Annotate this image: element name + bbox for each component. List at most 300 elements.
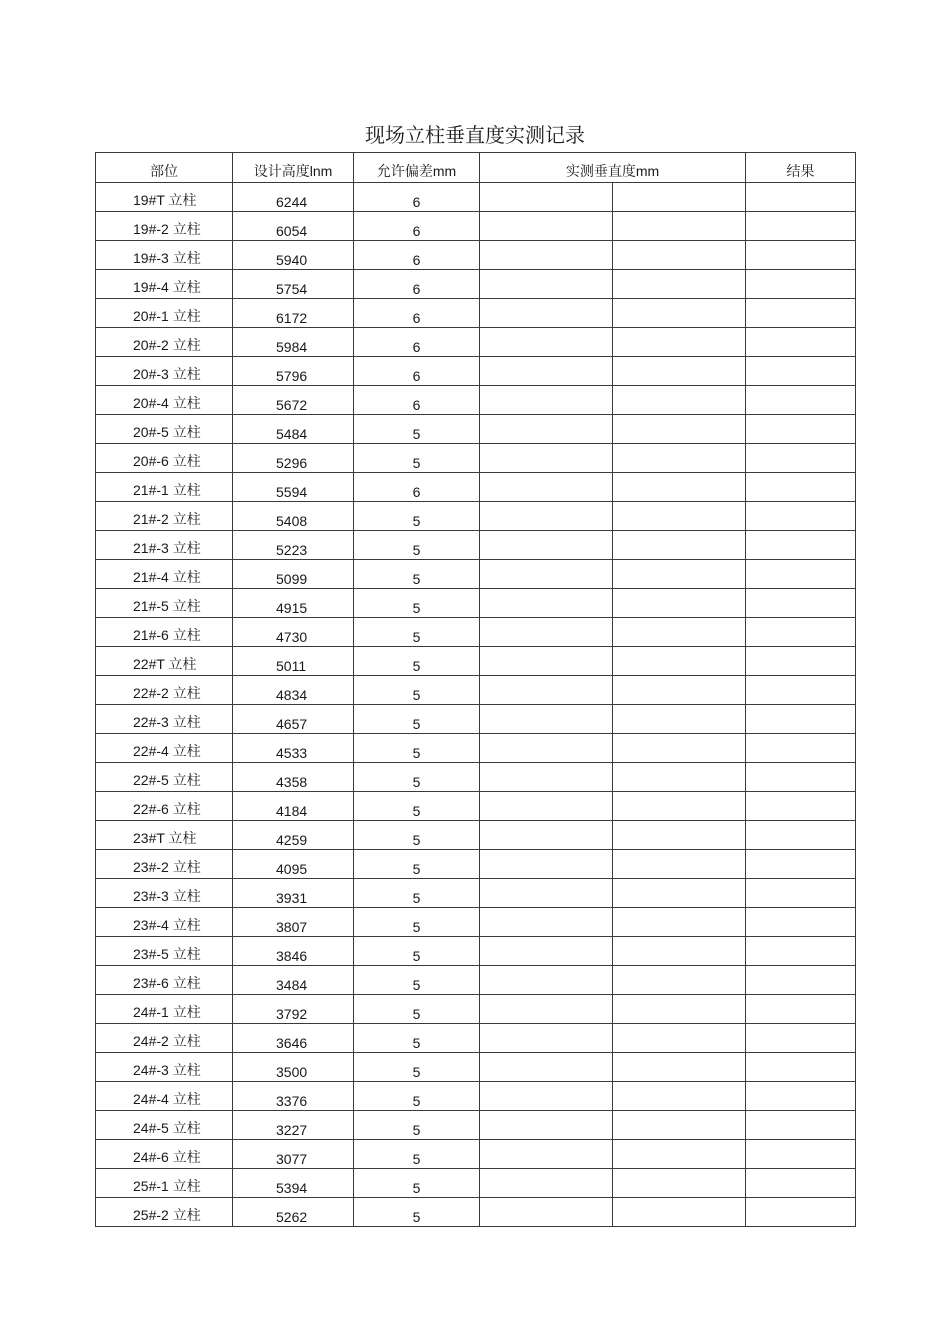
- cell-result: [746, 966, 856, 995]
- cell-part-text: 22#T 立柱: [133, 656, 197, 672]
- cell-measured-1: [480, 1082, 613, 1111]
- cell-design-height-text: 3376: [276, 1093, 308, 1109]
- header-tolerance: 允许偏差mm: [354, 153, 480, 183]
- cell-tolerance: [354, 734, 480, 763]
- cell-design-height-text: 3077: [276, 1151, 308, 1167]
- table-row: [96, 183, 856, 212]
- cell-tolerance-text: 5: [412, 1035, 421, 1051]
- cell-design-height: [233, 531, 354, 560]
- cell-measured-1: [480, 734, 613, 763]
- cell-measured-2: [613, 879, 746, 908]
- cell-measured-1: [480, 1024, 613, 1053]
- cell-measured-2: [613, 1169, 746, 1198]
- cell-design-height-text: 3931: [276, 890, 308, 906]
- cell-part-text: 19#-2 立柱: [133, 221, 201, 237]
- cell-measured-1: [480, 763, 613, 792]
- cell-design-height-text: 3846: [276, 948, 308, 964]
- table-row: [96, 270, 856, 299]
- cell-part: [96, 676, 233, 705]
- cell-design-height: [233, 1169, 354, 1198]
- cell-tolerance: [354, 386, 480, 415]
- cell-design-height: [233, 908, 354, 937]
- cell-measured-1: [480, 415, 613, 444]
- cell-tolerance: [354, 647, 480, 676]
- cell-tolerance: [354, 850, 480, 879]
- cell-tolerance: [354, 966, 480, 995]
- cell-part-text: 24#-4 立柱: [133, 1091, 201, 1107]
- cell-result: [746, 995, 856, 1024]
- cell-measured-2: [613, 1140, 746, 1169]
- cell-design-height: [233, 1140, 354, 1169]
- cell-part-text: 22#-6 立柱: [133, 801, 201, 817]
- cell-tolerance-text: 5: [412, 861, 421, 877]
- cell-design-height-text: 3484: [276, 977, 308, 993]
- cell-measured-1: [480, 270, 613, 299]
- cell-part: [96, 560, 233, 589]
- cell-tolerance-text: 6: [412, 339, 421, 355]
- cell-design-height-text: 5296: [276, 455, 308, 471]
- cell-measured-1: [480, 1140, 613, 1169]
- cell-tolerance-text: 5: [412, 774, 421, 790]
- cell-design-height-text: 4095: [276, 861, 308, 877]
- cell-part: [96, 879, 233, 908]
- cell-part-text: 24#-2 立柱: [133, 1033, 201, 1049]
- table-row: [96, 879, 856, 908]
- cell-part: [96, 792, 233, 821]
- table-row: [96, 241, 856, 270]
- cell-design-height: [233, 995, 354, 1024]
- cell-result: [746, 444, 856, 473]
- header-result: 结果: [746, 153, 856, 183]
- cell-part: [96, 473, 233, 502]
- cell-part: [96, 531, 233, 560]
- cell-tolerance-text: 5: [412, 1180, 421, 1196]
- cell-measured-1: [480, 821, 613, 850]
- cell-design-height: [233, 763, 354, 792]
- cell-measured-2: [613, 1111, 746, 1140]
- cell-design-height-text: 3792: [276, 1006, 308, 1022]
- cell-tolerance-text: 5: [412, 571, 421, 587]
- cell-design-height-text: 4657: [276, 716, 308, 732]
- cell-tolerance-text: 6: [412, 223, 421, 239]
- cell-tolerance: [354, 270, 480, 299]
- cell-part-text: 21#-5 立柱: [133, 598, 201, 614]
- cell-measured-1: [480, 589, 613, 618]
- cell-tolerance: [354, 1140, 480, 1169]
- cell-tolerance-text: 6: [412, 484, 421, 500]
- cell-result: [746, 560, 856, 589]
- cell-design-height: [233, 183, 354, 212]
- cell-measured-2: [613, 676, 746, 705]
- cell-measured-1: [480, 473, 613, 502]
- cell-design-height: [233, 850, 354, 879]
- header-measured: 实测垂直度mm: [480, 153, 746, 183]
- cell-measured-1: [480, 212, 613, 241]
- table-row: [96, 1053, 856, 1082]
- table-row: [96, 676, 856, 705]
- cell-tolerance-text: 5: [412, 426, 421, 442]
- cell-tolerance-text: 5: [412, 803, 421, 819]
- cell-measured-1: [480, 995, 613, 1024]
- cell-part-text: 20#-4 立柱: [133, 395, 201, 411]
- cell-measured-2: [613, 1053, 746, 1082]
- cell-result: [746, 1082, 856, 1111]
- cell-part: [96, 183, 233, 212]
- cell-measured-1: [480, 328, 613, 357]
- cell-part: [96, 589, 233, 618]
- cell-design-height: [233, 879, 354, 908]
- cell-tolerance: [354, 1024, 480, 1053]
- cell-tolerance-text: 6: [412, 252, 421, 268]
- cell-design-height-text: 5484: [276, 426, 308, 442]
- table-row: [96, 212, 856, 241]
- cell-measured-1: [480, 1169, 613, 1198]
- cell-result: [746, 328, 856, 357]
- cell-result: [746, 734, 856, 763]
- cell-measured-2: [613, 821, 746, 850]
- cell-measured-2: [613, 560, 746, 589]
- cell-part: [96, 444, 233, 473]
- cell-part: [96, 1111, 233, 1140]
- cell-measured-2: [613, 763, 746, 792]
- cell-design-height: [233, 299, 354, 328]
- cell-design-height: [233, 937, 354, 966]
- cell-design-height: [233, 821, 354, 850]
- table-row: [96, 357, 856, 386]
- cell-design-height-text: 5672: [276, 397, 308, 413]
- cell-part: [96, 908, 233, 937]
- cell-result: [746, 618, 856, 647]
- cell-tolerance-text: 5: [412, 455, 421, 471]
- cell-measured-1: [480, 850, 613, 879]
- cell-tolerance: [354, 212, 480, 241]
- cell-design-height-text: 4358: [276, 774, 308, 790]
- cell-tolerance-text: 5: [412, 948, 421, 964]
- cell-result: [746, 1053, 856, 1082]
- cell-tolerance-text: 5: [412, 513, 421, 529]
- cell-part: [96, 1169, 233, 1198]
- cell-measured-1: [480, 1198, 613, 1227]
- cell-result: [746, 676, 856, 705]
- cell-design-height-text: 4259: [276, 832, 308, 848]
- cell-result: [746, 647, 856, 676]
- cell-measured-2: [613, 589, 746, 618]
- table-row: [96, 473, 856, 502]
- table-row: [96, 560, 856, 589]
- cell-part-text: 23#-2 立柱: [133, 859, 201, 875]
- cell-part: [96, 357, 233, 386]
- cell-measured-1: [480, 937, 613, 966]
- cell-part-text: 24#-3 立柱: [133, 1062, 201, 1078]
- cell-design-height: [233, 1111, 354, 1140]
- cell-design-height: [233, 270, 354, 299]
- cell-tolerance-text: 6: [412, 194, 421, 210]
- cell-part: [96, 386, 233, 415]
- cell-part-text: 25#-1 立柱: [133, 1178, 201, 1194]
- cell-design-height-text: 3227: [276, 1122, 308, 1138]
- cell-result: [746, 357, 856, 386]
- cell-part-text: 22#-4 立柱: [133, 743, 201, 759]
- cell-part: [96, 299, 233, 328]
- cell-tolerance: [354, 995, 480, 1024]
- cell-tolerance: [354, 531, 480, 560]
- table-row: [96, 734, 856, 763]
- cell-tolerance: [354, 1169, 480, 1198]
- cell-part-text: 23#-4 立柱: [133, 917, 201, 933]
- cell-part-text: 20#-3 立柱: [133, 366, 201, 382]
- cell-measured-2: [613, 1082, 746, 1111]
- cell-result: [746, 1169, 856, 1198]
- cell-tolerance-text: 5: [412, 1006, 421, 1022]
- cell-part-text: 20#-2 立柱: [133, 337, 201, 353]
- page-title: 现场立柱垂直度实测记录: [365, 123, 585, 147]
- cell-design-height-text: 5011: [276, 658, 307, 674]
- cell-measured-2: [613, 1198, 746, 1227]
- cell-tolerance-text: 5: [412, 832, 421, 848]
- cell-tolerance: [354, 821, 480, 850]
- cell-part: [96, 241, 233, 270]
- cell-measured-2: [613, 502, 746, 531]
- cell-tolerance: [354, 763, 480, 792]
- cell-design-height-text: 5408: [276, 513, 308, 529]
- cell-result: [746, 763, 856, 792]
- cell-measured-2: [613, 183, 746, 212]
- cell-part: [96, 1198, 233, 1227]
- cell-design-height: [233, 415, 354, 444]
- cell-design-height-text: 6244: [276, 194, 308, 210]
- cell-measured-2: [613, 415, 746, 444]
- cell-design-height: [233, 1082, 354, 1111]
- cell-tolerance-text: 5: [412, 1151, 421, 1167]
- cell-measured-1: [480, 879, 613, 908]
- table-row: [96, 444, 856, 473]
- cell-design-height: [233, 1024, 354, 1053]
- table-row: [96, 966, 856, 995]
- cell-result: [746, 792, 856, 821]
- cell-result: [746, 1024, 856, 1053]
- cell-measured-2: [613, 241, 746, 270]
- cell-tolerance: [354, 299, 480, 328]
- cell-design-height-text: 5984: [276, 339, 308, 355]
- cell-part: [96, 647, 233, 676]
- cell-part-text: 19#T 立柱: [133, 192, 197, 208]
- cell-part: [96, 966, 233, 995]
- cell-measured-1: [480, 676, 613, 705]
- cell-tolerance-text: 5: [412, 745, 421, 761]
- cell-measured-1: [480, 618, 613, 647]
- table-row: [96, 502, 856, 531]
- cell-design-height-text: 5594: [276, 484, 308, 500]
- cell-measured-2: [613, 850, 746, 879]
- cell-part: [96, 995, 233, 1024]
- cell-part-text: 24#-5 立柱: [133, 1120, 201, 1136]
- cell-part: [96, 618, 233, 647]
- cell-part-text: 23#-6 立柱: [133, 975, 201, 991]
- table-row: [96, 1140, 856, 1169]
- cell-design-height: [233, 386, 354, 415]
- cell-tolerance: [354, 1082, 480, 1111]
- cell-measured-1: [480, 1111, 613, 1140]
- table-row: [96, 1082, 856, 1111]
- cell-measured-1: [480, 241, 613, 270]
- cell-design-height: [233, 212, 354, 241]
- cell-tolerance-text: 5: [412, 1064, 421, 1080]
- cell-result: [746, 879, 856, 908]
- table-row: [96, 299, 856, 328]
- table-row: [96, 1198, 856, 1227]
- cell-tolerance: [354, 473, 480, 502]
- cell-part-text: 19#-3 立柱: [133, 250, 201, 266]
- cell-result: [746, 1140, 856, 1169]
- cell-tolerance: [354, 1053, 480, 1082]
- cell-design-height-text: 4533: [276, 745, 308, 761]
- cell-measured-2: [613, 299, 746, 328]
- cell-measured-1: [480, 792, 613, 821]
- cell-measured-1: [480, 531, 613, 560]
- table-row: [96, 415, 856, 444]
- cell-design-height-text: 4184: [276, 803, 308, 819]
- cell-tolerance-text: 5: [412, 687, 421, 703]
- cell-tolerance-text: 6: [412, 397, 421, 413]
- header-part: 部位: [96, 153, 233, 183]
- table-row: [96, 1111, 856, 1140]
- cell-measured-2: [613, 444, 746, 473]
- cell-result: [746, 589, 856, 618]
- cell-result: [746, 473, 856, 502]
- cell-part: [96, 1024, 233, 1053]
- table-row: [96, 1169, 856, 1198]
- cell-design-height-text: 5394: [276, 1180, 308, 1196]
- header-row: [96, 153, 856, 183]
- cell-design-height: [233, 589, 354, 618]
- cell-design-height: [233, 618, 354, 647]
- cell-design-height: [233, 444, 354, 473]
- cell-design-height-text: 3807: [276, 919, 308, 935]
- cell-part: [96, 1053, 233, 1082]
- cell-design-height: [233, 792, 354, 821]
- cell-tolerance-text: 5: [412, 1209, 421, 1225]
- cell-measured-2: [613, 908, 746, 937]
- cell-part: [96, 705, 233, 734]
- cell-tolerance: [354, 792, 480, 821]
- cell-tolerance-text: 5: [412, 977, 421, 993]
- cell-part-text: 23#-3 立柱: [133, 888, 201, 904]
- cell-design-height-text: 6172: [276, 310, 308, 326]
- cell-part-text: 20#-1 立柱: [133, 308, 201, 324]
- cell-result: [746, 183, 856, 212]
- cell-measured-2: [613, 966, 746, 995]
- cell-tolerance: [354, 676, 480, 705]
- cell-measured-2: [613, 705, 746, 734]
- cell-measured-1: [480, 705, 613, 734]
- cell-tolerance: [354, 705, 480, 734]
- cell-design-height: [233, 1053, 354, 1082]
- cell-part-text: 25#-2 立柱: [133, 1207, 201, 1223]
- table-row: [96, 763, 856, 792]
- cell-design-height: [233, 357, 354, 386]
- cell-tolerance: [354, 415, 480, 444]
- cell-design-height-text: 4834: [276, 687, 308, 703]
- cell-tolerance-text: 5: [412, 629, 421, 645]
- cell-part-text: 21#-2 立柱: [133, 511, 201, 527]
- cell-part: [96, 850, 233, 879]
- cell-result: [746, 386, 856, 415]
- cell-tolerance: [354, 1111, 480, 1140]
- cell-design-height-text: 5796: [276, 368, 308, 384]
- cell-part: [96, 763, 233, 792]
- cell-tolerance-text: 5: [412, 919, 421, 935]
- cell-tolerance: [354, 502, 480, 531]
- cell-measured-1: [480, 357, 613, 386]
- cell-result: [746, 241, 856, 270]
- cell-measured-1: [480, 966, 613, 995]
- cell-design-height: [233, 473, 354, 502]
- cell-design-height: [233, 1198, 354, 1227]
- cell-tolerance-text: 5: [412, 542, 421, 558]
- cell-measured-1: [480, 560, 613, 589]
- cell-tolerance-text: 5: [412, 890, 421, 906]
- cell-part: [96, 502, 233, 531]
- table-row: [96, 328, 856, 357]
- cell-part-text: 23#T 立柱: [133, 830, 197, 846]
- cell-result: [746, 937, 856, 966]
- cell-design-height: [233, 676, 354, 705]
- cell-measured-2: [613, 473, 746, 502]
- table-row: [96, 908, 856, 937]
- cell-measured-2: [613, 270, 746, 299]
- table-row: [96, 618, 856, 647]
- cell-measured-1: [480, 299, 613, 328]
- cell-result: [746, 908, 856, 937]
- cell-tolerance-text: 5: [412, 600, 421, 616]
- cell-part: [96, 415, 233, 444]
- cell-measured-2: [613, 212, 746, 241]
- cell-part-text: 21#-4 立柱: [133, 569, 201, 585]
- cell-measured-2: [613, 328, 746, 357]
- cell-design-height-text: 3646: [276, 1035, 308, 1051]
- cell-result: [746, 212, 856, 241]
- cell-measured-2: [613, 531, 746, 560]
- cell-tolerance: [354, 241, 480, 270]
- cell-part-text: 22#-5 立柱: [133, 772, 201, 788]
- cell-tolerance-text: 6: [412, 368, 421, 384]
- cell-measured-1: [480, 647, 613, 676]
- table-row: [96, 995, 856, 1024]
- cell-part-text: 22#-2 立柱: [133, 685, 201, 701]
- cell-tolerance: [354, 879, 480, 908]
- header-design-height: 设计高度lnm: [233, 153, 354, 183]
- cell-part: [96, 1082, 233, 1111]
- cell-result: [746, 270, 856, 299]
- cell-part-text: 23#-5 立柱: [133, 946, 201, 962]
- table-row: [96, 937, 856, 966]
- cell-result: [746, 299, 856, 328]
- cell-tolerance-text: 6: [412, 281, 421, 297]
- cell-part-text: 21#-3 立柱: [133, 540, 201, 556]
- cell-result: [746, 850, 856, 879]
- cell-design-height: [233, 241, 354, 270]
- cell-tolerance-text: 5: [412, 716, 421, 732]
- cell-tolerance: [354, 444, 480, 473]
- cell-result: [746, 1198, 856, 1227]
- measurement-table: [95, 152, 856, 1227]
- table-row: [96, 850, 856, 879]
- cell-part: [96, 1140, 233, 1169]
- cell-design-height: [233, 647, 354, 676]
- cell-tolerance: [354, 328, 480, 357]
- cell-measured-1: [480, 444, 613, 473]
- cell-part-text: 20#-5 立柱: [133, 424, 201, 440]
